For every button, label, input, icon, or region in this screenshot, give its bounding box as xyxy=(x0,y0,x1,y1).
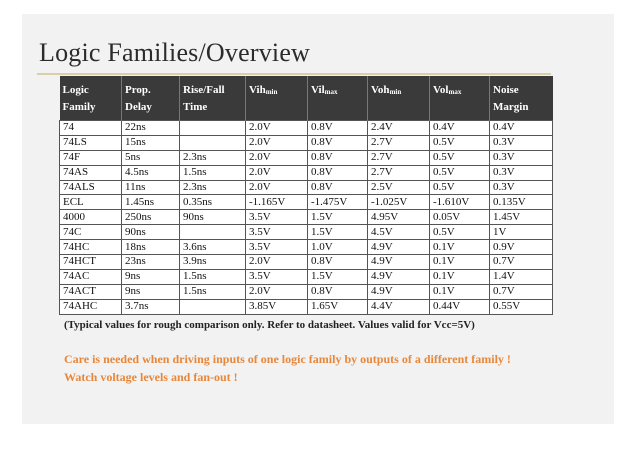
table-cell: 0.5V xyxy=(430,165,490,180)
table-cell: 74LS xyxy=(60,135,122,150)
table-row xyxy=(60,225,553,240)
table-cell: 0.8V xyxy=(308,180,368,195)
table-row xyxy=(60,165,553,180)
table-cell: 0.44V xyxy=(430,299,490,314)
table-cell: 2.7V xyxy=(368,135,430,150)
table-cell: 90ns xyxy=(180,210,246,225)
table-cell: 1.0V xyxy=(308,240,368,255)
table-cell: 2.0V xyxy=(246,135,308,150)
header-logic-family xyxy=(60,76,122,121)
table-cell: 0.3V xyxy=(490,180,553,195)
table-cell: 1.5V xyxy=(308,269,368,284)
table-body xyxy=(60,121,553,315)
table-cell: 5ns xyxy=(122,150,180,165)
table-cell: 1.5ns xyxy=(180,284,246,299)
table-cell: 1.5V xyxy=(308,210,368,225)
table-cell: 3.5V xyxy=(246,240,308,255)
table-cell: 1.65V xyxy=(308,299,368,314)
header-prop-delay-line2: Delay xyxy=(125,101,152,113)
header-rise-fall-line1: Rise/Fall xyxy=(183,84,225,96)
table-cell: 2.0V xyxy=(246,255,308,270)
table-cell: 0.5V xyxy=(430,225,490,240)
table-cell: 0.8V xyxy=(308,135,368,150)
table-row xyxy=(60,180,553,195)
table-cell xyxy=(180,299,246,314)
header-vol-main: Vol xyxy=(433,84,449,96)
header-prop-delay xyxy=(122,76,180,121)
table-cell: 0.5V xyxy=(430,150,490,165)
table-cell: 90ns xyxy=(122,225,180,240)
table-cell: 0.3V xyxy=(490,165,553,180)
header-voh-sub: min xyxy=(389,88,402,96)
table-cell: 0.9V xyxy=(490,240,553,255)
header-vih-min xyxy=(246,76,308,121)
table-cell: 9ns xyxy=(122,284,180,299)
header-vih-sub: min xyxy=(265,88,278,96)
header-noise-margin-line2: Margin xyxy=(493,101,529,113)
table-cell: 4000 xyxy=(60,210,122,225)
table-cell: 0.1V xyxy=(430,284,490,299)
table-cell: 2.0V xyxy=(246,284,308,299)
header-rise-fall-line2: Time xyxy=(183,101,208,113)
table-cell: 3.5V xyxy=(246,225,308,240)
table-cell: -1.610V xyxy=(430,195,490,210)
header-noise-margin xyxy=(490,76,553,121)
table-cell: 2.0V xyxy=(246,165,308,180)
table-cell: 2.0V xyxy=(246,150,308,165)
table-cell: 250ns xyxy=(122,210,180,225)
header-vil-max xyxy=(308,76,368,121)
table-cell: 0.8V xyxy=(308,121,368,136)
table-cell: 0.5V xyxy=(430,180,490,195)
table-cell: -1.475V xyxy=(308,195,368,210)
warning-line-1: Care is needed when driving inputs of one logic family by outputs of a different family ! xyxy=(64,352,511,366)
table-cell: 1V xyxy=(490,225,553,240)
table-cell: 0.55V xyxy=(490,299,553,314)
table-cell: 74 xyxy=(60,121,122,136)
table-cell: 0.8V xyxy=(308,255,368,270)
table-header-row xyxy=(60,76,553,121)
table-cell xyxy=(180,135,246,150)
table-cell: 74ACT xyxy=(60,284,122,299)
table-row xyxy=(60,150,553,165)
table-cell: 74HC xyxy=(60,240,122,255)
table-cell: 1.5ns xyxy=(180,269,246,284)
table-cell: 4.5V xyxy=(368,225,430,240)
table-cell: 74F xyxy=(60,150,122,165)
table-cell: 4.4V xyxy=(368,299,430,314)
table-cell: 74AS xyxy=(60,165,122,180)
table-cell: 2.4V xyxy=(368,121,430,136)
table-cell: ECL xyxy=(60,195,122,210)
table-cell: 18ns xyxy=(122,240,180,255)
table-cell: 4.9V xyxy=(368,240,430,255)
header-vol-sub: max xyxy=(448,88,462,96)
table-cell: 4.95V xyxy=(368,210,430,225)
header-voh-main: Voh xyxy=(371,84,390,96)
table-cell: 9ns xyxy=(122,269,180,284)
table-row xyxy=(60,121,553,136)
header-logic-family-line1: Logic xyxy=(62,84,89,96)
header-logic-family-line2: Family xyxy=(62,101,96,113)
table-cell: 1.45V xyxy=(490,210,553,225)
table-cell: 3.7ns xyxy=(122,299,180,314)
table-row xyxy=(60,299,553,314)
logic-families-table xyxy=(59,76,553,315)
table-row xyxy=(60,255,553,270)
header-voh-min xyxy=(368,76,430,121)
header-prop-delay-line1: Prop. xyxy=(125,84,151,96)
title-divider xyxy=(37,73,551,75)
warning-text xyxy=(64,350,604,386)
table-cell: 74C xyxy=(60,225,122,240)
header-noise-margin-line1: Noise xyxy=(493,84,519,96)
table-cell: 4.9V xyxy=(368,255,430,270)
table-cell: 0.5V xyxy=(430,135,490,150)
header-vol-max xyxy=(430,76,490,121)
table-cell: 11ns xyxy=(122,180,180,195)
table-cell: 3.9ns xyxy=(180,255,246,270)
table-cell: 2.5V xyxy=(368,180,430,195)
table-cell: 0.7V xyxy=(490,255,553,270)
table-cell: 74AHC xyxy=(60,299,122,314)
table-cell: 1.45ns xyxy=(122,195,180,210)
table-cell xyxy=(180,225,246,240)
table-cell: 74ALS xyxy=(60,180,122,195)
table-cell: 2.7V xyxy=(368,150,430,165)
table-cell: 0.135V xyxy=(490,195,553,210)
page-title: Logic Families/Overview xyxy=(39,38,311,67)
table-cell: 0.3V xyxy=(490,150,553,165)
table-cell: 0.7V xyxy=(490,284,553,299)
table-cell: 23ns xyxy=(122,255,180,270)
table-cell: 4.5ns xyxy=(122,165,180,180)
table-cell: 2.0V xyxy=(246,121,308,136)
table-cell: 2.0V xyxy=(246,180,308,195)
table-cell: 2.3ns xyxy=(180,180,246,195)
table-row xyxy=(60,210,553,225)
table-cell: 3.6ns xyxy=(180,240,246,255)
warning-line-2: Watch voltage levels and fan-out ! xyxy=(64,370,238,384)
table-cell: -1.165V xyxy=(246,195,308,210)
table-cell: 1.4V xyxy=(490,269,553,284)
table-cell: 0.4V xyxy=(430,121,490,136)
table-cell: 4.9V xyxy=(368,269,430,284)
header-vil-main: Vil xyxy=(311,84,325,96)
table-row xyxy=(60,284,553,299)
comparison-note: (Typical values for rough comparison only. Refer to datasheet. Values valid for Vcc=5V) xyxy=(64,319,475,331)
table-row xyxy=(60,195,553,210)
table-cell: 4.9V xyxy=(368,284,430,299)
table-cell: 74AC xyxy=(60,269,122,284)
table-cell: 0.1V xyxy=(430,240,490,255)
table-cell: 1.5V xyxy=(308,225,368,240)
table-cell: 0.4V xyxy=(490,121,553,136)
table-row xyxy=(60,135,553,150)
table-cell: 0.1V xyxy=(430,255,490,270)
table-cell: 0.35ns xyxy=(180,195,246,210)
table-cell: 3.5V xyxy=(246,210,308,225)
table-cell: 22ns xyxy=(122,121,180,136)
table-row xyxy=(60,240,553,255)
table-cell: 0.1V xyxy=(430,269,490,284)
table-cell: 3.5V xyxy=(246,269,308,284)
table-cell: 0.8V xyxy=(308,165,368,180)
table-cell: 0.8V xyxy=(308,284,368,299)
table-cell xyxy=(180,121,246,136)
table-cell: 15ns xyxy=(122,135,180,150)
table-cell: 0.05V xyxy=(430,210,490,225)
table-row xyxy=(60,269,553,284)
table-cell: -1.025V xyxy=(368,195,430,210)
table-cell: 1.5ns xyxy=(180,165,246,180)
table-cell: 2.3ns xyxy=(180,150,246,165)
table-cell: 0.3V xyxy=(490,135,553,150)
table-cell: 74HCT xyxy=(60,255,122,270)
table-cell: 2.7V xyxy=(368,165,430,180)
header-rise-fall-time xyxy=(180,76,246,121)
table-cell: 0.8V xyxy=(308,150,368,165)
header-vih-main: Vih xyxy=(249,84,266,96)
header-vil-sub: max xyxy=(324,88,338,96)
table-cell: 3.85V xyxy=(246,299,308,314)
